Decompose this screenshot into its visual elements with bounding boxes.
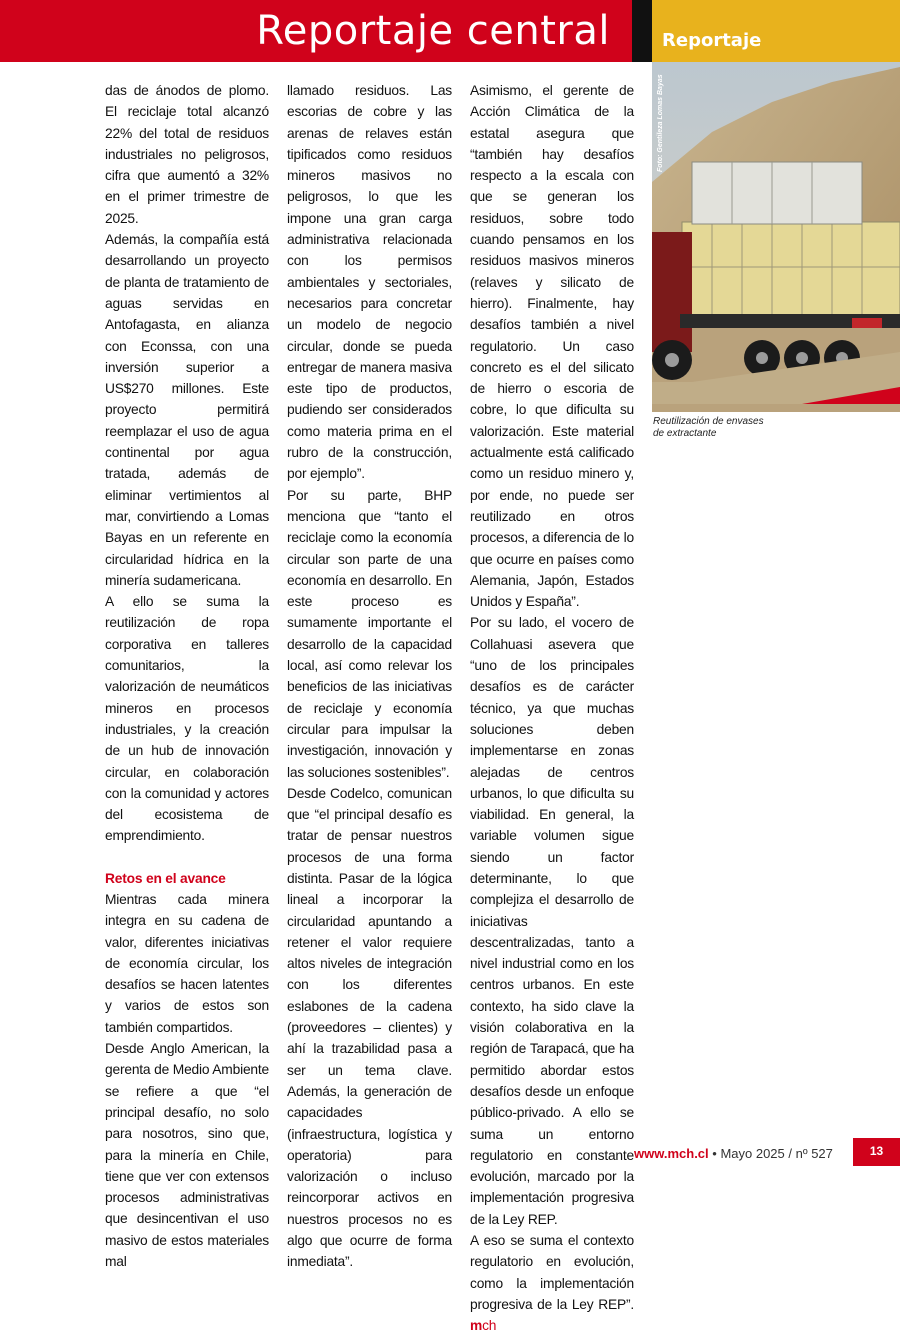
tank-containers: [682, 222, 900, 317]
section-title: Reportaje central: [256, 8, 610, 54]
truck-cab: [652, 232, 692, 352]
text-column-2: [287, 80, 452, 1273]
text-column-3: [470, 80, 634, 1337]
paragraph: Desde Codelco, comunican que “el principal desafío es tratar de pensar nuestros procesos de una forma distinta. Pasar de la lógica lineal a incorporar la circularidad apuntando a retener el valor requiere altos niveles de integración con los diferentes eslabones de la cadena (proveedores – clientes) y ahí la trazabilidad pasa a ser un tema clave. Además, la generación de capacidades (infraestructura, logística y operatoria) para valorización o incluso reincorporar activos en nuestros procesos no es algo que ocurre de forma inmediata”.: [287, 785, 452, 1270]
header-tag-band: [652, 0, 900, 62]
mch-end-logo: [470, 1318, 496, 1333]
upper-containers: [692, 162, 862, 224]
section-tag: Reportaje: [662, 30, 762, 51]
paragraph: Desde Anglo American, la gerenta de Medio Ambiente se refiere a que “el principal desafío, no solo para nosotros, sino que, para la minería en Chile, tiene que ver con extensos procesos administrativas que desincentivan el uso masivo de estos materiales mal: [105, 1041, 269, 1270]
truck-photo-svg: [652, 62, 900, 412]
subheading: Retos en el avance: [105, 870, 226, 886]
paragraph: Asimismo, el gerente de Acción Climática de la estatal asegura que “también hay desafíos respecto a la escala con que se generan los residuos, sobre todo cuando pensamos en los residuos masivos mineros (relaves y silicato de hierro). Finalmente, hay desafíos también a nivel regulatorio. Un caso concreto es el del silicato de hierro o escoria de cobre, lo que dificulta su valorización. Este material actualmente está calificado como un residuo minero y, por ende, no puede ser reutilizado en otros procesos, a diferencia de lo que ocurre en países como Alemania, Japón, Estados Unidos y España”.: [470, 83, 634, 610]
mch-logo-m: m: [470, 1318, 483, 1334]
truck-photo: [652, 62, 900, 404]
paragraph: Mientras cada minera integra en su cadena de valor, diferentes iniciativas de economía circular, los desafíos se hacen latentes y varios de estos son también compartidos.: [105, 891, 269, 1035]
text-column-1: [105, 80, 269, 1272]
photo-credit: Foto: Gentileza Lomas Bayas: [657, 74, 664, 172]
header-divider: [632, 0, 652, 62]
footer-url[interactable]: www.mch.cl: [634, 1146, 709, 1161]
page-number: 13: [853, 1138, 900, 1166]
paragraph: das de ánodos de plomo. El reciclaje total alcanzó 22% del total de residuos industriales no peligrosos, cifra que aumentó a 32% en el primer trimestre de 2025.: [105, 83, 269, 226]
mch-logo-ch: ch: [482, 1318, 497, 1334]
footer-site: [634, 1146, 833, 1161]
paragraph: Por su parte, BHP menciona que “tanto el reciclaje como la economía circular son parte de una economía en desarrollo. En este proceso es sumamente importante el desarrollo de la capacidad local, así como relevar los beneficios de las iniciativas de reciclaje y economía circular para impulsar la investigación, innovación y las soluciones sostenibles”.: [287, 487, 452, 780]
paragraph: Además, la compañía está desarrollando un proyecto de planta de tratamiento de aguas servidas en Antofagasta, en alianza con Econssa, con una inversión superior a US$270 millones. Este proyecto permitirá reemplazar el uso de agua continental por agua tratada, además de eliminar vertimientos al mar, convirtiendo a Lomas Bayas en un referente en circularidad hídrica en la minería sudamericana.: [105, 232, 269, 588]
paragraph: llamado residuos. Las escorias de cobre y las arenas de relaves están tipificados como residuos mineros masivos no peligrosos, lo que les impone una gran carga administrativa relacionada con los permisos ambientales y sectoriales, necesarios para concretar un modelo de negocio circular, donde se pueda entregar de manera masiva este tipo de productos, pudiendo ser considerados como materia prima en el rubro de la construcción, por ejemplo”.: [287, 83, 452, 482]
tail-light: [852, 318, 882, 328]
paragraph: Por su lado, el vocero de Collahuasi asevera que “uno de los principales desafíos es de carácter técnico, ya que muchas soluciones deben implementarse en zonas alejadas de centros urbanos, lo que dificulta su viabilidad. En general, la variable volumen sigue siendo un factor determinante, lo que complejiza el desarrollo de iniciativas descentralizadas, tanto a nivel industrial como en los centros urbanos. En este contexto, ha sido clave la visión colaborativa en la región de Tarapacá, que ha permitido abordar estos desafíos desde un enfoque público-privado. A ello se suma un entorno regulatorio en constante evolución, marcado por la implementación progresiva de la Ley REP.: [470, 615, 634, 1227]
paragraph: A ello se suma la reutilización de ropa corporativa en talleres comunitarios, la valorización de neumáticos mineros en procesos industriales, y la creación de un hub de innovación circular, en colaboración con la comunidad y actores del ecosistema de emprendimiento.: [105, 594, 269, 844]
paragraph-last: [470, 1230, 634, 1336]
header-band: [0, 0, 632, 62]
footer-issue: • Mayo 2025 / nº 527: [712, 1146, 833, 1161]
paragraph-last-text: A eso se suma el contexto regulatorio en evolución, como la implementación progresiva de la Ley REP”.: [470, 1233, 634, 1312]
photo-caption: Reutilización de envases de extractante: [653, 416, 764, 439]
